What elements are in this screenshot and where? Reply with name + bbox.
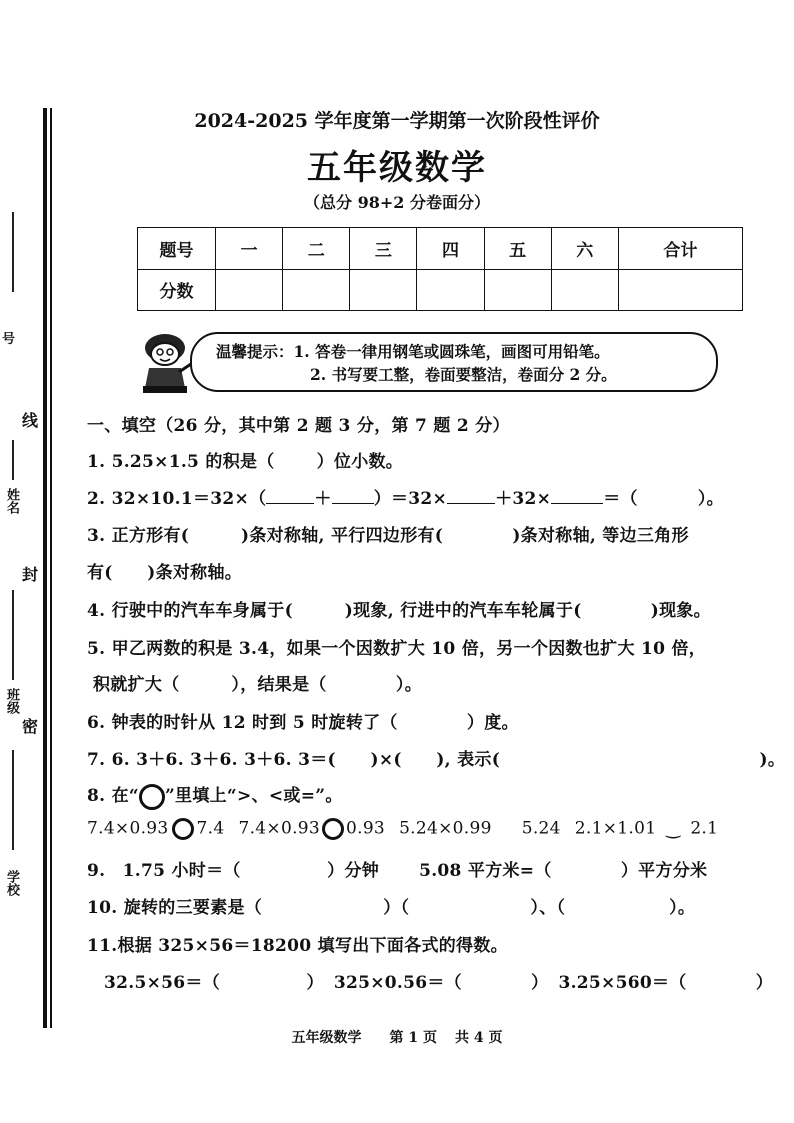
question-11-item: 325×0.56＝（ ）	[333, 973, 549, 993]
question-1-text: 1. 5.25×1.5 的积是（	[87, 452, 275, 472]
question-11-item: 32.5×56＝（ ）	[104, 973, 324, 993]
score-input-cell[interactable]	[283, 269, 350, 311]
section-heading: 一、填空（26 分，其中第 2 题 3 分，第 7 题 2 分）	[87, 416, 510, 436]
question-6: 6. 钟表的时针从 12 时到 5 时旋转了（ ）度。	[87, 713, 519, 733]
score-table-cell: 三	[350, 228, 417, 270]
margin-label-secret: 密	[22, 717, 39, 736]
question-8-text: 8. 在“	[87, 786, 139, 806]
answer-blank[interactable]	[266, 489, 314, 504]
compare-right: 7.4	[196, 818, 225, 839]
margin-label-class: 班级	[4, 688, 19, 714]
question-1-text: ）位小数。	[316, 452, 404, 472]
score-input-cell[interactable]	[350, 269, 417, 311]
compare-left: 2.1×1.01	[574, 818, 657, 839]
question-10: 10. 旋转的三要素是（ ）（ ）、（ ）。	[87, 898, 696, 918]
question-1	[87, 447, 403, 472]
question-3-line-1: 3. 正方形有( )条对称轴, 平行四边形有( )条对称轴, 等边三角形	[87, 526, 689, 546]
compare-right: 2.1	[690, 818, 719, 839]
score-input-cell[interactable]	[216, 269, 283, 311]
score-table-cell: 四	[417, 228, 484, 270]
score-input-cell[interactable]	[484, 269, 551, 311]
score-table-cell: 六	[551, 228, 618, 270]
question-11-item: 3.25×560＝（ ）	[558, 973, 774, 993]
binding-bar-thin	[50, 108, 52, 1028]
question-8-items	[87, 818, 718, 840]
question-8-prompt	[87, 781, 343, 810]
answer-blank[interactable]	[551, 489, 603, 504]
compare-circle[interactable]	[172, 818, 194, 840]
question-5-line-1: 5. 甲乙两数的积是 3.4，如果一个因数扩大 10 倍，另一个因数也扩大 10 倍，	[87, 639, 707, 659]
compare-right: 5.24	[521, 818, 561, 839]
score-table-cell: 分数	[138, 269, 216, 311]
compare-right: 0.93	[346, 818, 386, 839]
question-8-text: ”里填上“>、<或=”。	[164, 786, 343, 806]
margin-label-line: 线	[22, 411, 39, 430]
compare-circle-icon	[139, 784, 165, 810]
score-input-cell[interactable]	[551, 269, 618, 311]
margin-label-seal: 封	[22, 565, 39, 584]
margin-line	[12, 440, 14, 480]
compare-left: 7.4×0.93	[238, 818, 320, 839]
margin-line	[12, 590, 14, 680]
tip-line-1: 温馨提示：1. 答卷一律用钢笔或圆珠笔，画图可用铅笔。	[216, 342, 610, 361]
tip-line-2: 2. 书写要工整，卷面要整洁，卷面分 2 分。	[310, 365, 617, 384]
question-2-text: ）。	[697, 489, 724, 509]
question-11-items	[104, 968, 773, 993]
score-table-score-row	[138, 269, 743, 311]
score-table-cell: 一	[216, 228, 283, 270]
question-9	[87, 856, 707, 881]
score-table-header-row	[138, 228, 743, 270]
margin-label-number: 号	[2, 332, 16, 347]
compare-left: 7.4×0.93	[87, 818, 169, 839]
question-2	[87, 484, 724, 509]
question-2-text: ＝（	[603, 489, 638, 509]
footer-total: 共 4 页	[455, 1030, 503, 1046]
question-11-prompt: 11.根据 325×56＝18200 填写出下面各式的得数。	[87, 936, 508, 956]
score-table-cell: 合计	[618, 228, 742, 270]
score-table-cell: 五	[484, 228, 551, 270]
score-note: （总分 98+2 分卷面分）	[304, 193, 490, 212]
compare-mark[interactable]: ‿	[666, 818, 681, 839]
margin-line	[12, 750, 14, 850]
score-table	[137, 227, 743, 311]
compare-circle[interactable]	[322, 818, 344, 840]
margin-label-school: 学校	[4, 870, 19, 896]
student-mascot-icon	[135, 328, 195, 396]
score-input-cell[interactable]	[417, 269, 484, 311]
binding-bar-thick	[43, 108, 47, 1028]
question-9-part-b: 5.08 平方米=（ ）平方分米	[419, 861, 708, 881]
question-2-text: ＋32×	[495, 489, 552, 509]
answer-blank[interactable]	[332, 489, 374, 504]
question-4: 4. 行驶中的汽车车身属于( )现象, 行进中的汽车车轮属于( )现象。	[87, 601, 711, 621]
question-9-part-a: 9. 1.75 小时＝（ ）分钟	[87, 861, 380, 881]
score-input-cell[interactable]	[618, 269, 742, 311]
footer-subject: 五年级数学	[291, 1030, 362, 1046]
score-table-cell: 题号	[138, 228, 216, 270]
margin-label-name: 姓名	[4, 488, 19, 514]
score-table-cell: 二	[283, 228, 350, 270]
compare-left: 5.24×0.99	[399, 818, 492, 839]
answer-blank[interactable]	[447, 489, 495, 504]
question-2-text: ）＝32×	[373, 489, 448, 509]
question-2-text: 2. 32×10.1＝32×（	[87, 489, 267, 509]
page-footer	[0, 1027, 794, 1047]
margin-line	[12, 212, 14, 292]
question-2-text: ＋	[314, 489, 332, 509]
subject-title: 五年级数学	[307, 148, 487, 188]
question-3-line-2: 有( )条对称轴。	[87, 563, 243, 583]
exam-title: 2024-2025 学年度第一学期第一次阶段性评价	[194, 110, 600, 132]
question-7: 7. 6. 3＋6. 3＋6. 3＋6. 3＝( )×( ), 表示( )。	[87, 750, 786, 770]
footer-page: 第 1 页	[389, 1030, 437, 1046]
question-5-line-2: 积就扩大（ ），结果是（ ）。	[93, 675, 422, 695]
